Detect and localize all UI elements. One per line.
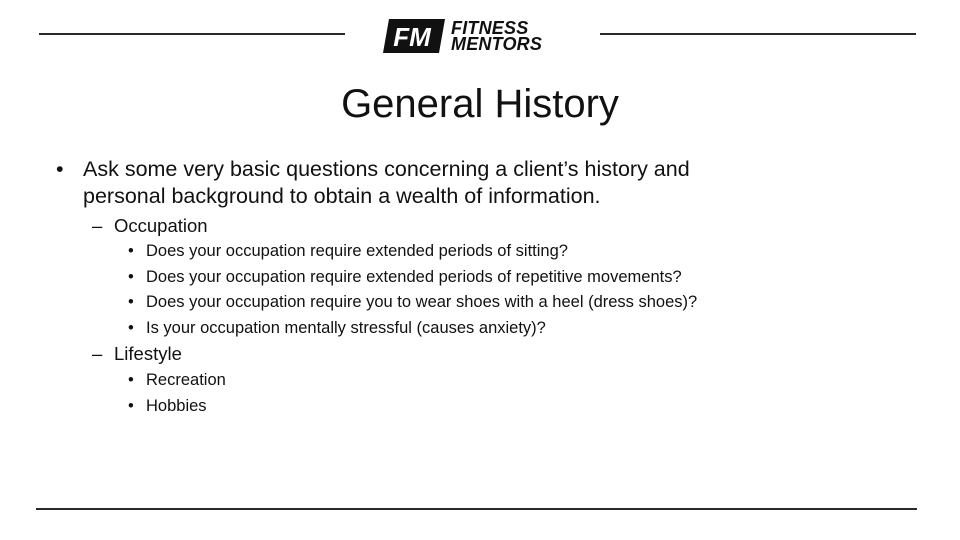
list-item-bullet: • (128, 268, 134, 286)
fm-logo-mark (383, 19, 445, 53)
list-item-bullet: • (128, 293, 134, 311)
section-dash-lifestyle: – (92, 343, 103, 364)
main-point-line-2: personal background to obtain a wealth of information. (83, 184, 601, 208)
logo-wordmark (451, 20, 542, 52)
main-point-line-1: Ask some very basic questions concerning a client’s history and (83, 157, 690, 181)
list-item: Does your occupation require you to wear shoes with a heel (dress shoes)? (146, 293, 698, 311)
header-divider-left (39, 33, 345, 35)
list-item-bullet: • (128, 319, 134, 337)
list-item: Hobbies (146, 397, 207, 415)
list-item-bullet: • (128, 397, 134, 415)
section-label-lifestyle: Lifestyle (114, 343, 182, 364)
logo-word-mentors: MENTORS (451, 34, 543, 54)
list-item-bullet: • (128, 242, 134, 260)
list-item: Is your occupation mentally stressful (causes anxiety)? (146, 319, 546, 337)
list-item: Does your occupation require extended periods of sitting? (146, 242, 568, 260)
slide-title: General History (341, 82, 619, 126)
header-divider-right (600, 33, 916, 35)
list-item: Does your occupation require extended periods of repetitive movements? (146, 268, 682, 286)
fitness-mentors-logo (383, 18, 542, 54)
logo-word-fitness: FITNESS (451, 18, 529, 38)
main-point-bullet: • (56, 157, 64, 181)
list-item-bullet: • (128, 371, 134, 389)
section-label-occupation: Occupation (114, 215, 208, 236)
section-dash-occupation: – (92, 215, 103, 236)
list-item: Recreation (146, 371, 226, 389)
fm-logo-mark-text: FM (393, 22, 431, 52)
footer-divider (36, 508, 917, 510)
